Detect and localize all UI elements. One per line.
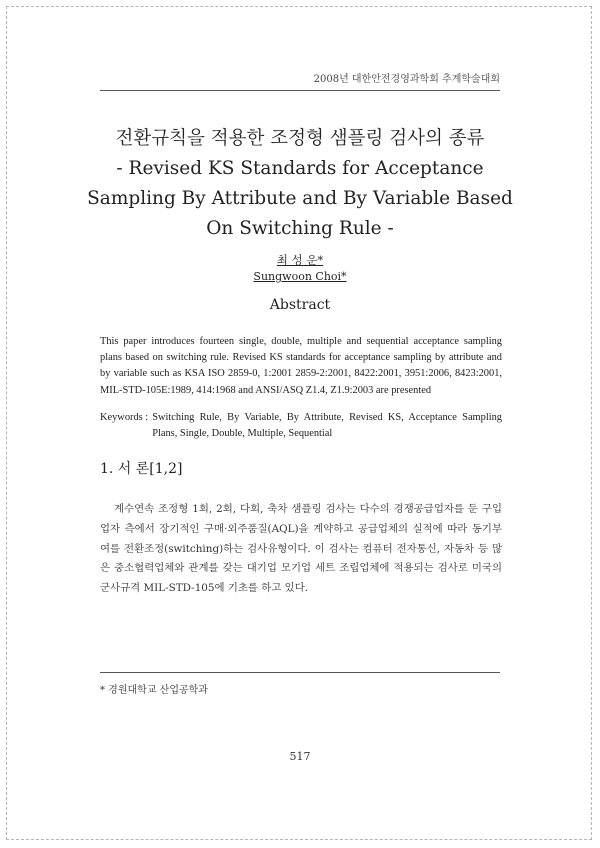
introduction-paragraph: 계수연속 조정형 1회, 2회, 다회, 축차 샘플링 검사는 다수의 경쟁공급업자를 둔 구입업자 측에서 장기적인 구매·외주품질(AQL)을 계약하고 공급업체의 실적에 따라 동기부여를 전환조정(switching)하는 검사유형이다. 이 검사는 컴퓨터 전자통신, 자동차 등 많은 중소협력업체와 관계를 갖는 대기업 모기업 세트 조립업체에 적용되는 검사로 미국의 군사규격 MIL-STD-105에 기초를 하고 있다. bbox=[100, 503, 502, 595]
title-english-line-1: - Revised KS Standards for Acceptance bbox=[116, 158, 484, 179]
page-number: 517 bbox=[289, 750, 311, 763]
paper-title bbox=[60, 124, 540, 244]
footnote-rule bbox=[100, 672, 500, 673]
author-english: Sungwoon Choi* bbox=[253, 270, 347, 283]
title-korean: 전환규칙을 적용한 조정형 샘플링 검사의 종류 bbox=[115, 128, 485, 149]
section-heading-introduction: 1. 서 론[1,2] bbox=[100, 461, 183, 477]
title-english-line-3: On Switching Rule - bbox=[206, 218, 394, 239]
keywords-label: Keywords : bbox=[100, 412, 149, 423]
keywords bbox=[100, 410, 502, 442]
title-english-line-2: Sampling By Attribute and By Variable Based bbox=[87, 188, 513, 209]
abstract-heading: Abstract bbox=[269, 297, 331, 313]
abstract-text: This paper introduces fourteen single, double, multiple and sequential acceptance sampling plans based on switching rule. Revised KS standards for acceptance sampling by attribute and by variable such as KSA ISO 2859-0, 1:2001 2859-2:2001, 8422:2001, 3951:2006, 8423:2001, MIL-STD-105E:1989, 414:1968 and ANSI/ASQ Z1.4, Z1.9:2003 are presented bbox=[100, 336, 502, 396]
header-rule bbox=[100, 90, 500, 91]
running-header: 2008년 대한안전경영과학회 추계학술대회 bbox=[313, 74, 500, 85]
keywords-text: Switching Rule, By Variable, By Attribute, Revised KS, Acceptance Sampling Plans, Single, Double, Multiple, Sequential bbox=[152, 412, 502, 440]
author-korean: 최 성 운* bbox=[276, 253, 324, 267]
footnote-affiliation: * 경원대학교 산업공학과 bbox=[100, 685, 208, 696]
